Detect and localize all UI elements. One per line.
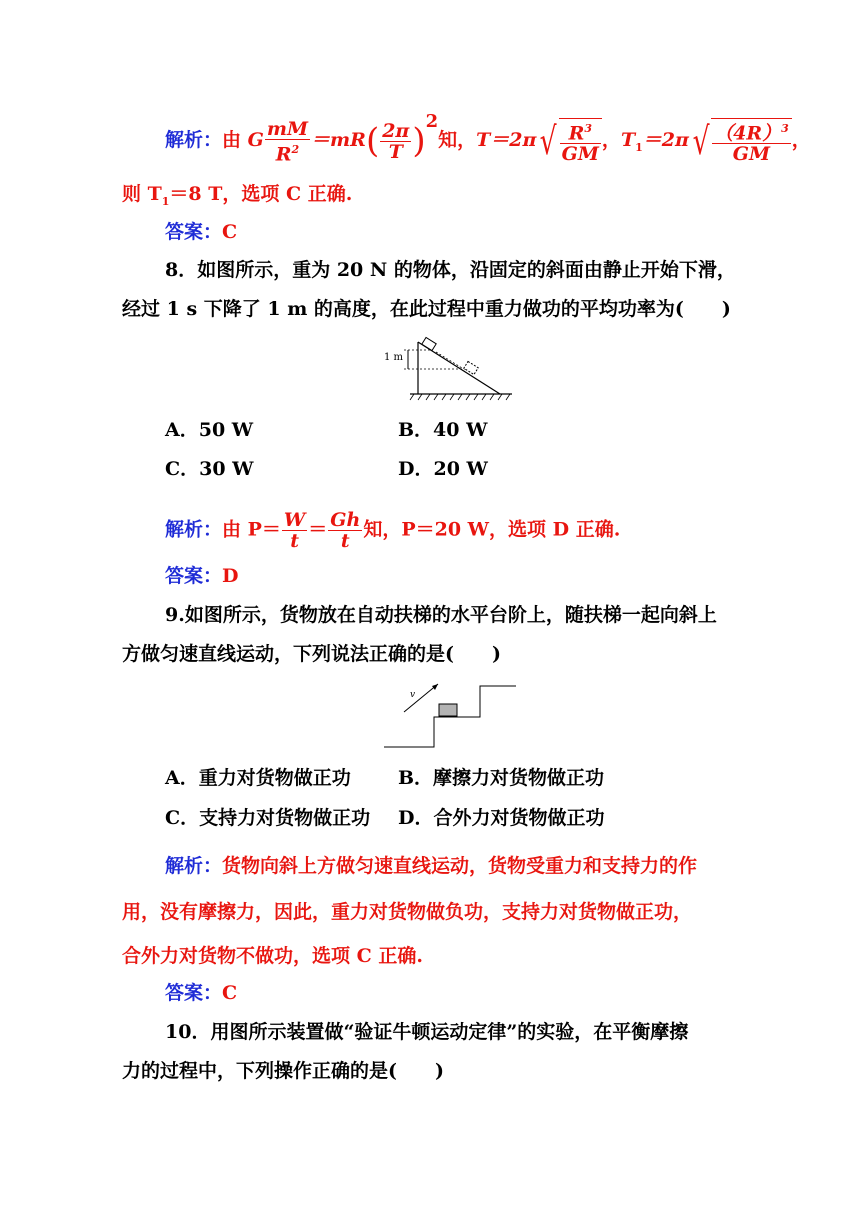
text: ， [791,129,811,152]
q8-stem-line1: 8．如图所示，重为 20 N 的物体，沿固定的斜面由静止开始下滑， [165,259,736,281]
q7-analysis-line2 [122,180,352,216]
analysis-label: 解析： [165,518,223,541]
velocity-label: v [410,690,416,700]
fraction [560,119,601,164]
q10-stem-line2: 力的过程中，下列操作正确的是( ) [122,1060,444,1082]
fraction [712,119,791,164]
text: ＝2π [642,129,689,152]
q9-option-c: C．支持力对货物做正功 [165,807,371,829]
paren-left: ( [365,121,380,162]
numerator: Gh [330,509,361,531]
text: 则 T [122,183,162,205]
answer-label: 答案： [165,221,223,243]
q9-stem-line1: 9.如图所示，货物放在自动扶梯的水平台阶上，随扶梯一起向斜上 [165,604,717,626]
text: 由 P＝ [222,518,281,541]
q8-answer [165,562,239,590]
q9-analysis-line2: 用，没有摩擦力，因此，重力对货物做负功，支持力对货物做正功， [122,901,693,923]
q9-analysis-line1 [165,852,697,880]
q9-answer [165,979,237,1007]
ground-hatching [410,394,510,400]
exponent: 3 [781,122,789,135]
subscript: 1 [635,140,643,154]
q9-option-a: A．重力对货物做正功 [165,767,351,789]
answer-label: 答案： [165,982,223,1004]
q9-option-b: B．摩擦力对货物做正功 [398,767,605,789]
analysis-label: 解析： [165,855,223,877]
text: R [568,122,585,145]
text: ， [601,129,621,152]
answer-value: C [222,221,238,243]
q7-answer [165,218,237,246]
fraction [265,119,310,164]
q10-stem-line1: 10．用图所示装置做“验证牛顿运动定律”的实验，在平衡摩擦 [165,1021,689,1043]
q7-analysis-line1 [165,110,811,166]
block-start [422,337,436,350]
paren-right: ) [412,121,426,162]
cargo-box [439,704,457,716]
sqrt-icon: √ [540,119,558,164]
exponent: 2 [425,110,439,132]
text: R [275,142,292,165]
q9-analysis-line3: 合外力对货物不做功，选项 C 正确. [122,945,423,967]
fraction [328,510,362,551]
text: 知， [438,129,477,152]
denominator: t [290,530,299,552]
sqrt-icon: √ [692,119,710,164]
numerator: 2π [382,119,410,142]
denominator: GM [712,143,791,164]
q9-stem-line2: 方做匀速直线运动，下列说法正确的是( ) [122,643,501,665]
denominator: $R^2$ [275,142,300,165]
text: ＝mR [311,129,366,152]
text: 知，P＝20 W，选项 D 正确. [363,518,621,541]
answer-value: D [222,565,239,587]
q8-stem-line2: 经过 1 s 下降了 1 m 的高度，在此过程中重力做功的平均功率为( ) [122,298,731,320]
arrowhead-icon [432,684,438,690]
subscript: 1 [161,194,170,208]
text: 由 [222,129,242,152]
fraction [380,121,411,162]
text: （4R） [714,122,782,145]
text: 货物向斜上方做匀速直线运动，货物受重力和支持力的作 [222,855,698,877]
analysis-label: 解析： [165,129,223,152]
numerator: W [283,509,306,531]
fraction [282,510,307,551]
escalator-figure [382,680,522,752]
text: G [247,129,264,152]
q9-option-d: D．合外力对货物做正功 [398,807,605,829]
answer-value: C [222,982,238,1004]
denominator: t [340,530,350,552]
numerator [712,119,791,143]
sqrt-body [711,118,792,164]
height-label: 1 m [384,352,404,363]
q8-analysis [165,510,620,551]
text: ＝8 T，选项 C 正确. [169,183,353,205]
denominator: T [388,140,403,163]
text: T＝2π [476,129,537,152]
answer-label: 答案： [165,565,223,587]
q8-option-a: A．50 W [165,419,254,441]
numerator: mM [266,117,309,140]
numerator: $R^3$ [560,119,601,144]
incline-figure [382,336,517,402]
motion-path [436,352,462,368]
sqrt-body [559,118,602,164]
q8-option-c: C．30 W [165,458,254,480]
text: ＝ [308,518,328,541]
text: T [620,129,636,152]
q8-option-b: B．40 W [398,419,488,441]
q8-option-d: D．20 W [398,458,488,480]
denominator: GM [561,143,599,166]
